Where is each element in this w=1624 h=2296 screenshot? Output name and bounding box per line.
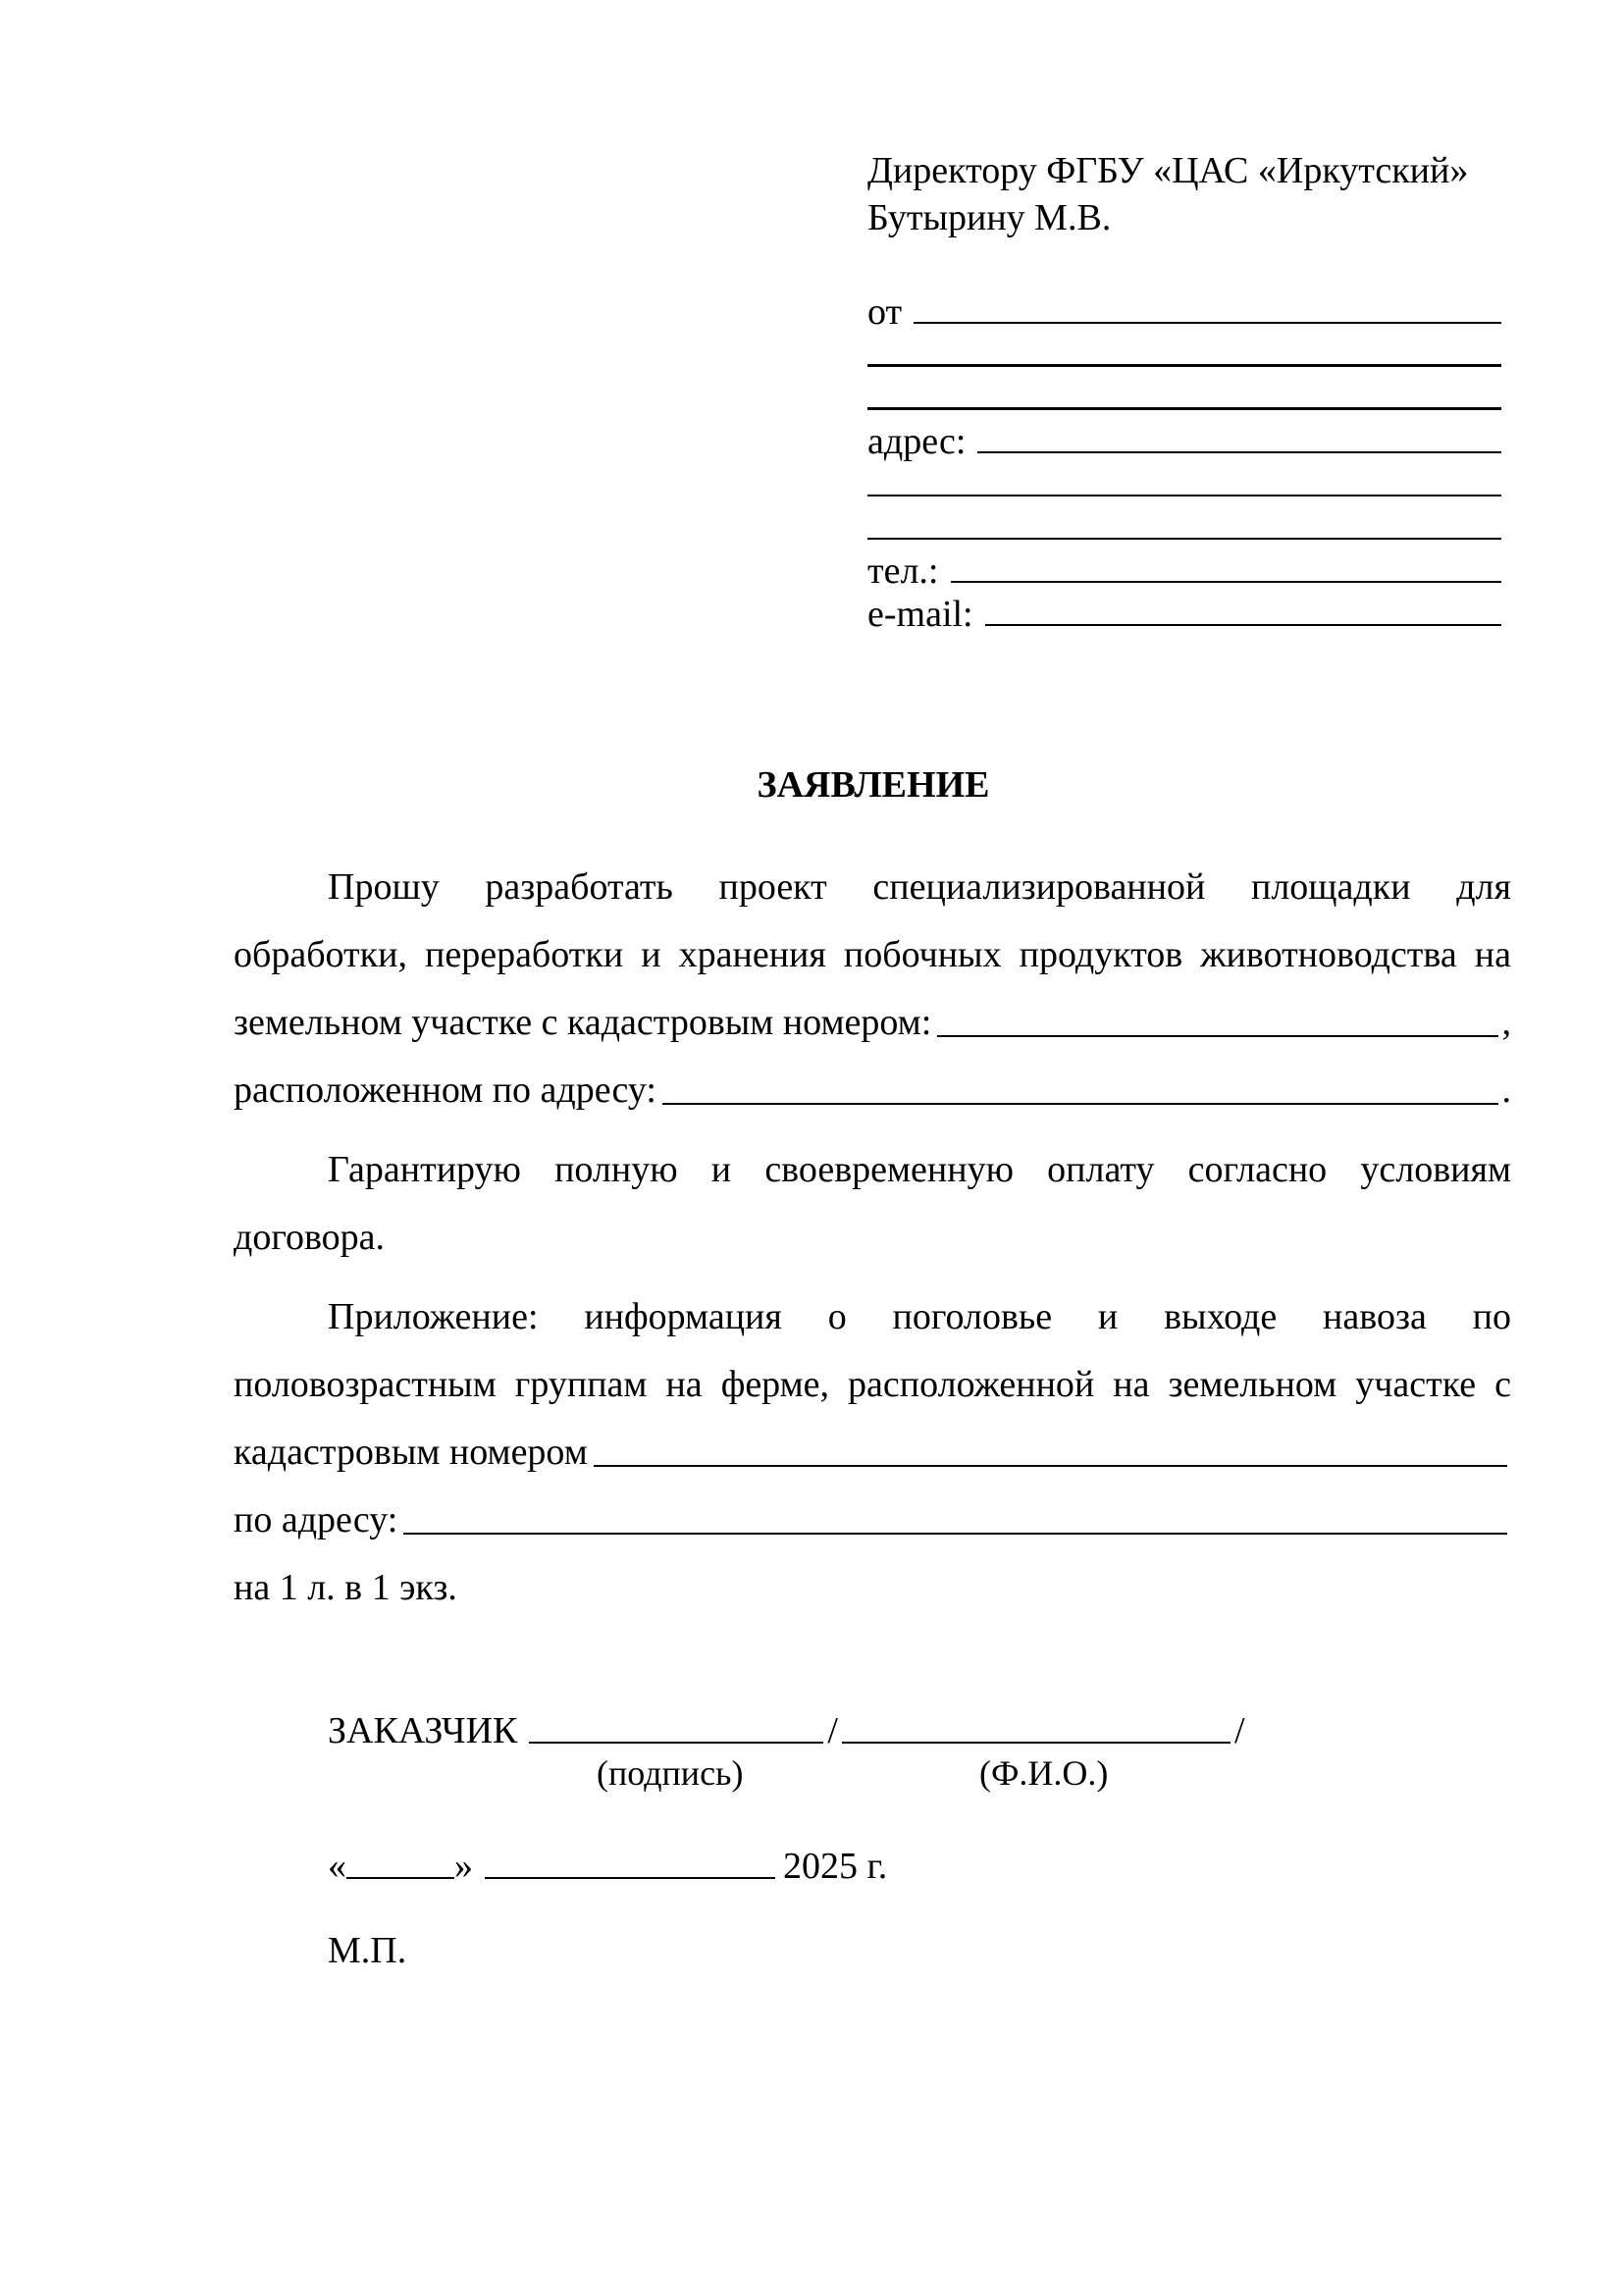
p3-line-1: Приложение: информация о поголовье и выходе навоза по [328,1296,1511,1337]
paragraph-request [234,854,1511,1124]
from-label: от [867,291,903,333]
name-separator: / [1233,1710,1245,1751]
address-field-line-3[interactable] [867,506,1501,549]
address-field-line-2[interactable] [867,463,1501,506]
date-field[interactable]: « » 2025 г. [328,1846,888,1887]
from-field[interactable] [867,290,1501,334]
farm-address-field[interactable] [234,1487,1511,1554]
from-field-line-2[interactable] [867,334,1501,377]
location-address-field[interactable]: расположенном по адресу: . [234,1057,1511,1124]
p1-line-2: обработки, переработки и хранения побочных продуктов животноводства на [234,934,1511,975]
addressee-line-2: Бутырину М.В. [867,197,1112,238]
address-blank[interactable] [977,451,1501,453]
p3-line-2: половозрастным группам на ферме, расположенной на земельном участке с [234,1364,1511,1405]
p1-line-4-text: расположенном по адресу: [234,1070,656,1111]
name-blank[interactable] [842,1742,1231,1744]
signature-row [328,1705,1245,1752]
signature-blank[interactable] [529,1742,823,1744]
location-address-blank[interactable] [662,1103,1498,1105]
p2-line-2: договора. [234,1217,386,1258]
address-field[interactable] [867,420,1501,463]
p3-line-3-text: кадастровым номером [234,1432,588,1473]
day-blank[interactable] [346,1877,454,1879]
document-title: ЗАЯВЛЕНИЕ [757,764,990,806]
p1-line-3-text: земельном участке с кадастровым номером: [234,1002,932,1043]
from-blank[interactable] [914,322,1501,324]
email-blank[interactable] [985,624,1501,626]
customer-label: ЗАКАЗЧИК [328,1710,518,1751]
phone-blank[interactable] [951,581,1502,583]
farm-address-blank[interactable] [403,1533,1507,1535]
email-field[interactable] [867,593,1501,636]
addressee-block [867,147,1501,636]
cadastral-number-blank[interactable] [937,1035,1497,1037]
p1-line-1: Прошу разработать проект специализированной площадки для [328,866,1511,908]
farm-cadastral-number-field[interactable] [234,1419,1511,1487]
signature-caption: (подпись) [597,1753,744,1793]
month-blank[interactable] [485,1877,775,1879]
stamp-label: М.П. [328,1930,407,1971]
p3-line-4-text: по адресу: [234,1499,398,1540]
farm-cadastral-number-blank[interactable] [594,1465,1507,1467]
from-field-line-3[interactable] [867,377,1501,420]
paragraph-guarantee [234,1136,1511,1272]
name-caption: (Ф.И.О.) [979,1753,1109,1793]
cadastral-number-field[interactable]: земельном участке с кадастровым номером: , [234,989,1511,1057]
signature-captions [328,1752,1245,1796]
phone-field[interactable] [867,549,1501,593]
addressee-line-1: Директору ФГБУ «ЦАС «Иркутский» [867,150,1469,191]
email-label: e-mail: [867,594,973,635]
date-year: 2025 г. [783,1846,888,1887]
document-body [234,854,1511,1634]
phone-label: тел.: [867,550,939,592]
p2-line-1: Гарантирую полную и своевременную оплату согласно условиям [328,1149,1511,1190]
address-label: адрес: [867,421,967,462]
paragraph-attachment [234,1283,1511,1622]
signature-separator: / [827,1710,838,1751]
signature-block [328,1705,1245,1796]
p3-line-5: на 1 л. в 1 экз. [234,1567,457,1608]
